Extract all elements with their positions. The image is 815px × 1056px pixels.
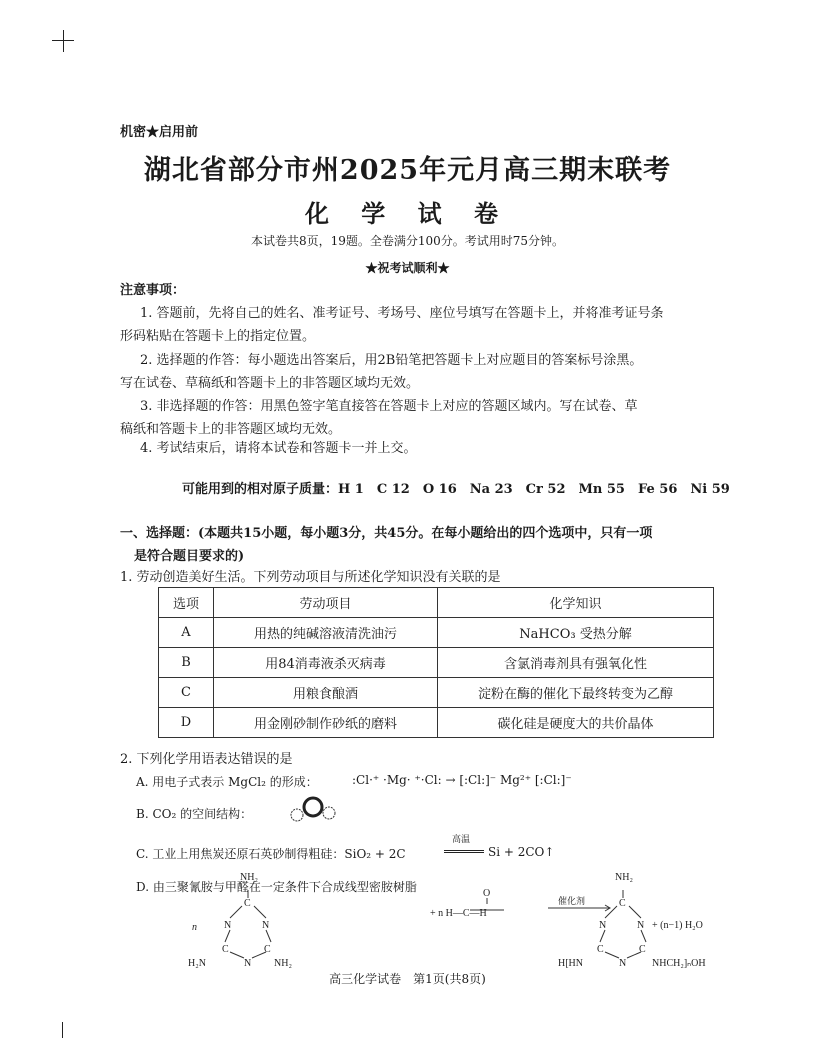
option-cell: D [159, 708, 214, 738]
water-product: + (n−1) H₂O [652, 920, 703, 931]
svg-text:N: N [262, 920, 270, 931]
knowledge-cell: 碳化硅是硬度大的共价晶体 [438, 708, 714, 738]
polymer-left-end: H[HN [558, 958, 583, 968]
note-line: 稿纸和答题卡上的非答题区域均无效。 [120, 422, 342, 437]
nh2-label: NH₂ [274, 958, 292, 968]
question-1-stem: 1. 劳动创造美好生活。下列劳动项目与所述化学知识没有关联的是 [120, 570, 501, 585]
subject-title: 化 学 试 卷 [304, 199, 511, 228]
option-c-product: Si + 2CO↑ [488, 845, 555, 859]
knowledge-cell: 含氯消毒剂具有强氧化性 [438, 648, 714, 678]
crop-mark [62, 1022, 63, 1038]
activity-cell: 用84消毒液杀灭病毒 [214, 648, 438, 678]
polymer-right-end: NHCH₂]ₙOH [652, 958, 706, 968]
svg-text:N: N [244, 958, 252, 968]
knowledge-cell: 淀粉在酶的催化下最终转变为乙醇 [438, 678, 714, 708]
header-cell: 劳动项目 [214, 588, 438, 618]
crop-mark [52, 40, 74, 41]
formaldehyde: + n H—C—H [430, 908, 487, 919]
svg-text:C: C [244, 898, 251, 909]
table-row [159, 618, 714, 648]
option-cell: C [159, 678, 214, 708]
note-line: 写在试卷、草稿纸和答题卡上的非答题区域均无效。 [120, 376, 420, 391]
table-row [159, 678, 714, 708]
good-luck: ★祝考试顺利★ [365, 261, 450, 275]
note-line: 4. 考试结束后，请将本试卷和答题卡一并上交。 [140, 441, 417, 456]
table-header [159, 588, 714, 618]
svg-text:C: C [597, 944, 604, 955]
note-line: 1. 答题前，先将自己的姓名、准考证号、考场号、座位号填写在答题卡上，并将准考证号条 [140, 306, 664, 321]
crop-mark [63, 30, 64, 52]
option-d-label: D. 由三聚氰胺与甲醛在一定条件下合成线型密胺树脂 [136, 880, 417, 894]
activity-cell: 用金刚砂制作砂纸的磨料 [214, 708, 438, 738]
svg-text:N: N [224, 920, 232, 931]
confidential-label: 机密★启用前 [120, 125, 199, 140]
svg-text:C: C [639, 944, 646, 955]
option-a-label: A. 用电子式表示 MgCl₂ 的形成： [136, 775, 318, 789]
svg-text:C: C [619, 898, 626, 909]
header-cell: 选项 [159, 588, 214, 618]
svg-text:C: C [264, 944, 271, 955]
option-a-formula: :Cl·⁺ ·Mg· ⁺·Cl: → [:Cl:]⁻ Mg²⁺ [:Cl:]⁻ [352, 773, 572, 787]
option-cell: B [159, 648, 214, 678]
oxygen-label: O [483, 888, 491, 899]
svg-text:C: C [222, 944, 229, 955]
table-row [159, 708, 714, 738]
co2-model-image [285, 795, 345, 823]
option-b-label: B. CO₂ 的空间结构： [136, 807, 253, 821]
exam-title: 湖北省部分市州2025年元月高三期末联考 [143, 155, 672, 186]
page-footer: 高三化学试卷 第1页(共8页) [329, 972, 486, 986]
header-cell: 化学知识 [438, 588, 714, 618]
atomic-masses: 可能用到的相对原子质量：H 1 C 12 O 16 Na 23 Cr 52 Mn 55 Fe 56 Ni 59 [182, 482, 730, 497]
section-heading: 是符合题目要求的) [134, 549, 245, 564]
note-line: 2. 选择题的作答：每小题选出答案后，用2B铅笔把答题卡上对应题目的答案标号涂黑。 [140, 353, 643, 368]
question-1-table [158, 587, 714, 738]
catalyst-label: 催化剂 [558, 896, 586, 906]
note-line: 3. 非选择题的作答：用黑色签字笔直接答在答题卡上对应的答题区域内。写在试卷、草 [140, 399, 638, 414]
melamine-reaction-diagram [160, 868, 720, 968]
activity-cell: 用热的纯碱溶液清洗油污 [214, 618, 438, 648]
reaction-condition: 高温 [452, 835, 471, 845]
table-row [159, 648, 714, 678]
option-cell: A [159, 618, 214, 648]
exam-info: 本试卷共8页，19题。全卷满分100分。考试用时75分钟。 [250, 234, 565, 248]
svg-text:N: N [599, 920, 607, 931]
nh2-label: NH₂ [615, 872, 633, 883]
note-line: 形码粘贴在答题卡上的指定位置。 [120, 329, 316, 344]
h2n-label: H₂N [188, 958, 206, 968]
coefficient-n: n [192, 922, 197, 933]
svg-text:N: N [619, 958, 627, 968]
activity-cell: 用粮食酿酒 [214, 678, 438, 708]
svg-text:N: N [637, 920, 645, 931]
section-heading: 一、选择题：(本题共15小题，每小题3分，共45分。在每小题给出的四个选项中，只有一项 [120, 526, 653, 541]
knowledge-cell: NaHCO₃ 受热分解 [438, 618, 714, 648]
nh2-label: NH₂ [240, 872, 258, 883]
notes-heading: 注意事项： [120, 283, 186, 298]
question-2-stem: 2. 下列化学用语表达错误的是 [120, 752, 293, 767]
equals-sign [444, 850, 484, 853]
option-c-label: C. 工业上用焦炭还原石英砂制得粗硅：SiO₂ + 2C [136, 847, 406, 861]
